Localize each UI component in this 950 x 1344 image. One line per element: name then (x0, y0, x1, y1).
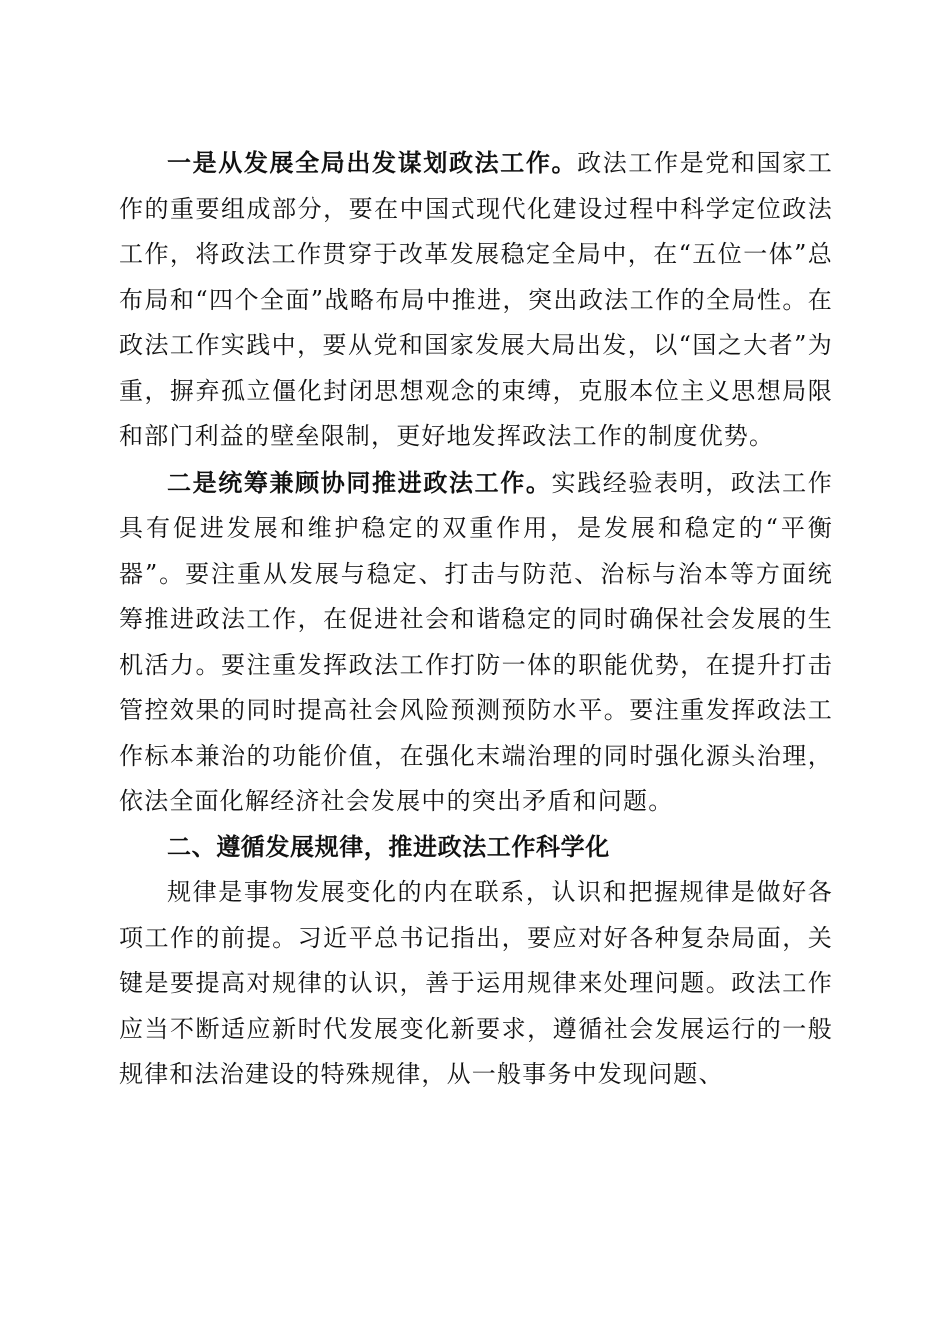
paragraph-development-laws: 规律是事物发展变化的内在联系，认识和把握规律是做好各项工作的前提。习近平总书记指出，要应对好各种复杂局面，关键是要提高对规律的认识，善于运用规律来处理问题。政法工作应当不断适应新时代发展变化新要求，遵循社会发展运行的一般规律和法治建设的特殊规律，从一般事务中发现问题、 (119, 878, 833, 1088)
paragraph-text: 政法工作是党和国家工作的重要组成部分，要在中国式现代化建设过程中科学定位政法工作，将政法工作贯穿于改革发展稳定全局中，在“五位一体”总布局和“四个全面”战略布局中推进，突出政法工作的全局性。在政法工作实践中，要从党和国家发展大局出发，以“国之大者”为重，摒弃孤立僵化封闭思想观念的束缚，克服本位主义思想局限和部门利益的壁垒限制，更好地发挥政法工作的制度优势。 (119, 149, 833, 450)
document-body (119, 140, 833, 1098)
paragraph-lead: 二是统筹兼顾协同推进政法工作。 (167, 467, 552, 497)
paragraph-coordinated-advancement (119, 460, 833, 825)
paragraph-global-development (119, 140, 833, 460)
paragraph-lead: 一是从发展全局出发谋划政法工作。 (167, 148, 578, 177)
paragraph-text: 实践经验表明，政法工作具有促进发展和维护稳定的双重作用，是发展和稳定的“平衡器”。要注重从发展与稳定、打击与防范、治标与治本等方面统筹推进政法工作，在促进社会和谐稳定的同时确保社会发展的生机活力。要注重发挥政法工作打防一体的职能优势，在提升打击管控效果的同时提高社会风险预测预防水平。要注重发挥政法工作标本兼治的功能价值，在强化末端治理的同时强化源头治理，依法全面化解经济社会发展中的突出矛盾和问题。 (119, 468, 834, 815)
section-heading: 二、遵循发展规律，推进政法工作科学化 (167, 832, 610, 861)
